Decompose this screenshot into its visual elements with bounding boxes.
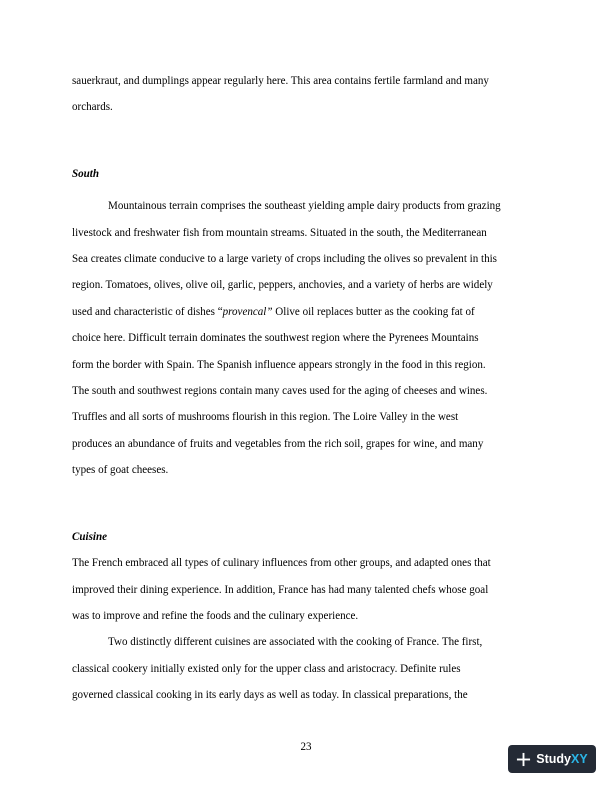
line-text: used and characteristic of dishes “ <box>72 305 223 318</box>
section-heading-cuisine: Cuisine <box>72 530 107 543</box>
paragraph-line: form the border with Spain. The Spanish influence appears strongly in the food in this region. <box>72 358 486 371</box>
italic-term: provencal” <box>222 305 273 318</box>
paragraph-line: classical cookery initially existed only for the upper class and aristocracy. Definite rules <box>72 662 461 675</box>
paragraph-line: improved their dining experience. In addition, France has had many talented chefs whose goal <box>72 583 489 596</box>
paragraph-line: Truffles and all sorts of mushrooms flourish in this region. The Loire Valley in the west <box>72 411 459 424</box>
page-number: 23 <box>300 741 312 753</box>
paragraph-line: The south and southwest regions contain many caves used for the aging of cheeses and wines. <box>72 385 488 398</box>
cuisine-paragraph-2 <box>72 629 544 708</box>
document-body <box>72 68 544 709</box>
intro-line-1: sauerkraut, and dumplings appear regularly here. This area contains fertile farmland and many <box>72 75 489 87</box>
paragraph-line: livestock and freshwater fish from mountain streams. Situated in the south, the Mediterranean <box>72 226 487 239</box>
intro-line-2: orchards. <box>72 101 113 114</box>
line-text: Olive oil replaces butter as the cooking fat of <box>275 305 475 318</box>
paragraph-line: Sea creates climate conducive to a large variety of crops including the olives so prevalent in this <box>72 253 497 266</box>
paragraph-line: produces an abundance of fruits and vegetables from the rich soil, grapes for wine, and many <box>72 437 484 450</box>
plus-icon <box>516 752 531 767</box>
section-heading-south: South <box>72 167 100 180</box>
studyxy-watermark-badge <box>508 745 596 773</box>
paragraph-line: types of goat cheeses. <box>72 464 169 477</box>
paragraph-line: Two distinctly different cuisines are associated with the cooking of France. The first, <box>108 636 483 649</box>
cuisine-paragraph-1 <box>72 550 544 629</box>
paragraph-line <box>72 299 544 325</box>
brand-accent: XY <box>571 752 588 766</box>
brand-name: Study <box>536 752 572 766</box>
south-paragraph <box>72 193 544 483</box>
paragraph-line: choice here. Difficult terrain dominates the southwest region where the Pyrenees Mountains <box>72 332 479 345</box>
paragraph-line: The French embraced all types of culinary influences from other groups, and adapted ones that <box>72 557 491 570</box>
paragraph-line: was to improve and refine the foods and the culinary experience. <box>72 609 359 622</box>
paragraph-line: governed classical cooking in its early days as well as today. In classical preparations, the <box>72 689 468 702</box>
paragraph-line: region. Tomatoes, olives, olive oil, garlic, peppers, anchovies, and a variety of herbs are widely <box>72 279 493 292</box>
paragraph-line: Mountainous terrain comprises the southeast yielding ample dairy products from grazing <box>108 200 501 213</box>
